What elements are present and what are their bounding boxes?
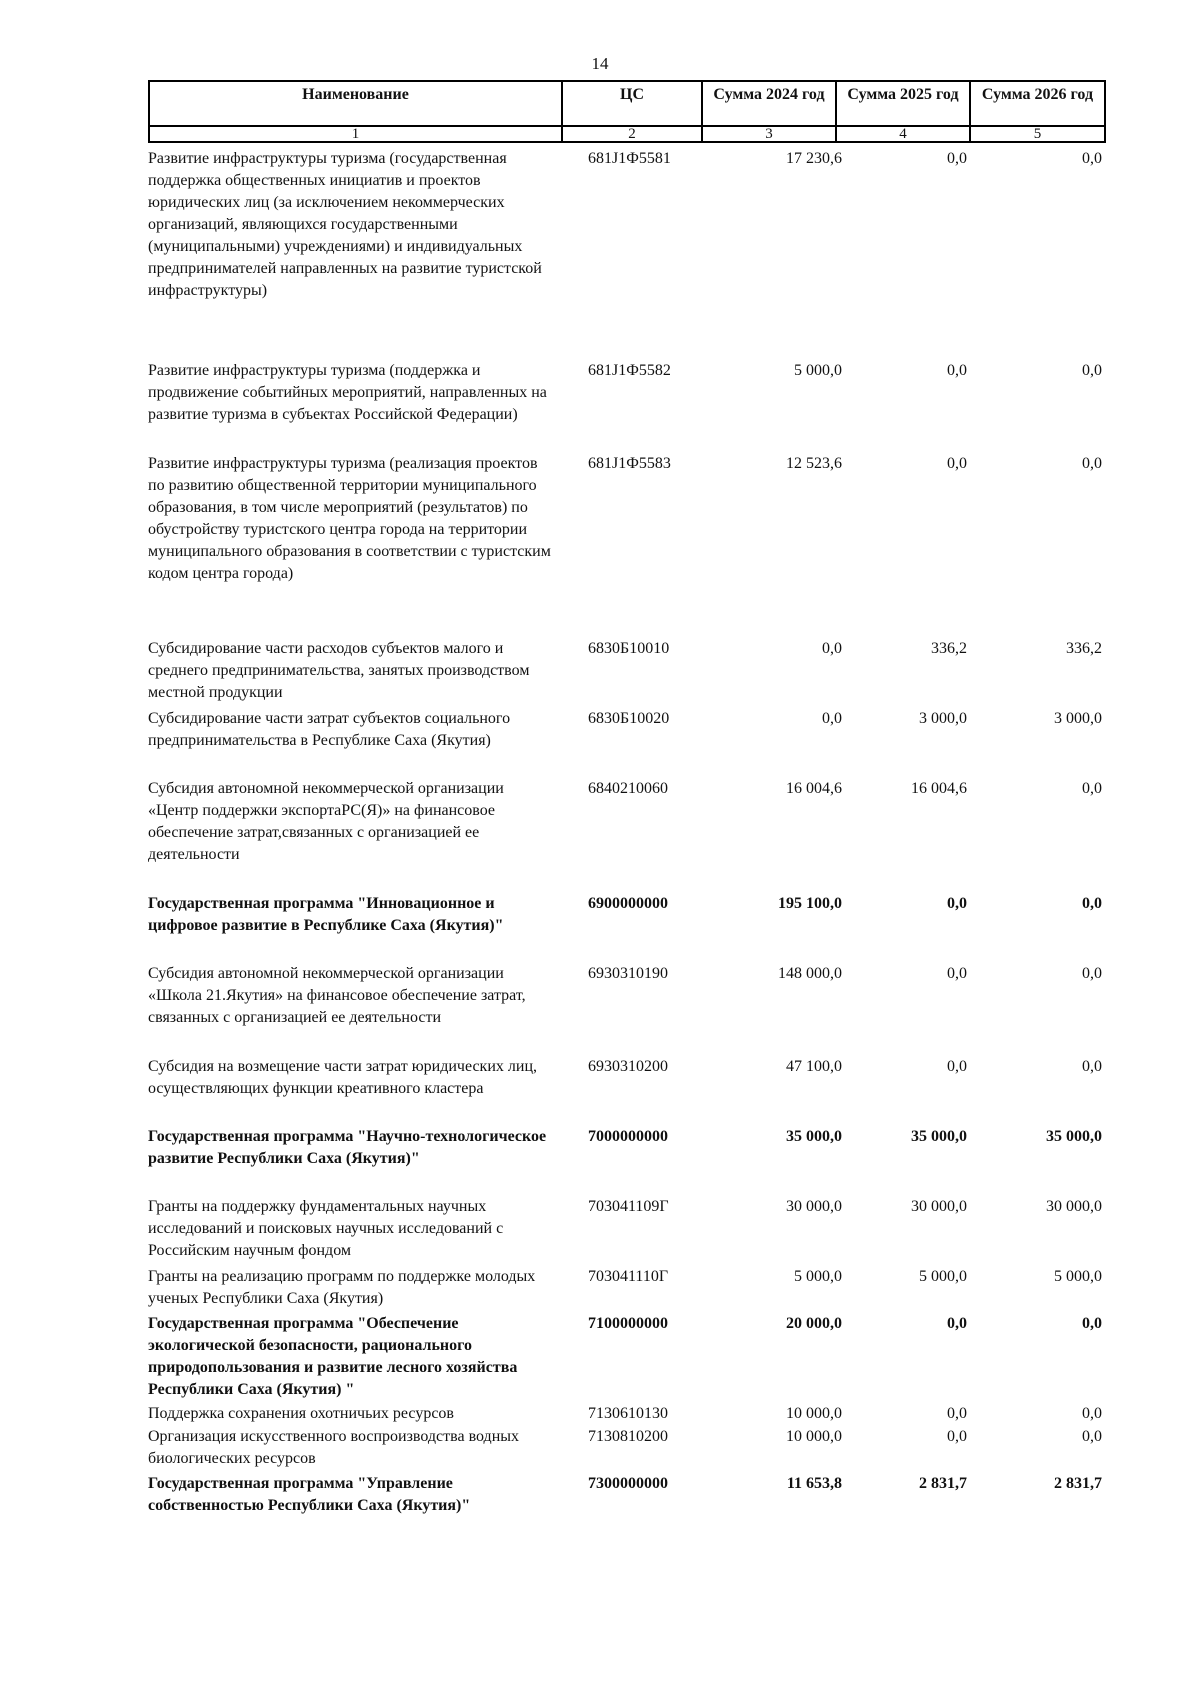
row-sum-2026: 35 000,0 <box>1046 1128 1102 1145</box>
row-sum-2025: 16 004,6 <box>911 780 967 797</box>
row-sum-2024: 12 523,6 <box>786 455 842 472</box>
header-cs: ЦС <box>562 81 702 126</box>
row-name: Субсидирование части затрат субъектов социального предпринимательства в Республике Саха (Якутия) <box>148 710 511 749</box>
row-sum-2025: 0,0 <box>947 150 967 167</box>
row-sum-2025: 2 831,7 <box>919 1475 967 1492</box>
row-sum-2026: 30 000,0 <box>1046 1198 1102 1215</box>
row-sum-2024: 47 100,0 <box>786 1058 842 1075</box>
row-sum-2024: 5 000,0 <box>794 362 842 379</box>
row-cs: 6830Б10020 <box>588 710 670 727</box>
row-sum-2026: 0,0 <box>1082 1428 1102 1445</box>
row-sum-2024: 0,0 <box>822 710 842 727</box>
row-sum-2026: 5 000,0 <box>1054 1268 1102 1285</box>
row-sum-2025: 3 000,0 <box>919 710 967 727</box>
row-name: Развитие инфраструктуры туризма (реализация проектов по развитию общественной территории муниципального образования, в том числе мероприятий (результатов) по обустройству туристского центра города на территории муниципального образования в соответствии с туристским кодом центра города) <box>148 455 551 582</box>
row-cs: 6930310190 <box>588 965 668 982</box>
row-cs: 7100000000 <box>588 1315 668 1332</box>
row-name: Государственная программа "Управление собственностью Республики Саха (Якутия)" <box>148 1475 471 1514</box>
row-sum-2025: 0,0 <box>947 1405 967 1422</box>
row-sum-2024: 11 653,8 <box>786 1475 842 1492</box>
row-cs: 681J1Ф5581 <box>588 150 671 167</box>
row-sum-2026: 336,2 <box>1066 640 1102 657</box>
header-num-3: 3 <box>702 126 836 142</box>
row-name: Субсидия автономной некоммерческой организации «Центр поддержки экспортаРС(Я)» на финансовое обеспечение затрат,связанных с организацией ее деятельности <box>148 780 504 863</box>
row-cs: 7130810200 <box>588 1428 668 1445</box>
row-sum-2026: 0,0 <box>1082 780 1102 797</box>
row-sum-2026: 0,0 <box>1082 1405 1102 1422</box>
row-name: Государственная программа "Обеспечение экологической безопасности, рационального природопользования и развитие лесного хозяйства Республики Саха (Якутия) " <box>148 1315 518 1398</box>
row-sum-2025: 30 000,0 <box>911 1198 967 1215</box>
row-sum-2025: 0,0 <box>947 1058 967 1075</box>
row-sum-2026: 0,0 <box>1082 455 1102 472</box>
row-name: Субсидия на возмещение части затрат юридических лиц, осуществляющих функции креативного кластера <box>148 1058 537 1097</box>
row-name: Развитие инфраструктуры туризма (поддержка и продвижение событийных мероприятий, направленных на развитие туризма в субъектах Российской Федерации) <box>148 362 547 423</box>
row-sum-2024: 148 000,0 <box>778 965 842 982</box>
row-sum-2025: 0,0 <box>947 1315 967 1332</box>
row-sum-2025: 35 000,0 <box>911 1128 967 1145</box>
header-2026: Сумма 2026 год <box>970 81 1105 126</box>
header-2025: Сумма 2025 год <box>836 81 970 126</box>
row-sum-2025: 0,0 <box>947 1428 967 1445</box>
row-name: Гранты на реализацию программ по поддержке молодых ученых Республики Саха (Якутия) <box>148 1268 536 1307</box>
header-num-4: 4 <box>836 126 970 142</box>
row-sum-2025: 0,0 <box>947 895 967 912</box>
row-sum-2026: 0,0 <box>1082 362 1102 379</box>
row-cs: 703041110Г <box>588 1268 669 1285</box>
row-cs: 6900000000 <box>588 895 668 912</box>
table-header <box>148 80 1106 143</box>
row-name: Гранты на поддержку фундаментальных научных исследований и поисковых научных исследований с Российским научным фондом <box>148 1198 504 1259</box>
row-sum-2026: 0,0 <box>1082 895 1102 912</box>
page-number: 14 <box>591 54 609 73</box>
row-cs: 703041109Г <box>588 1198 669 1215</box>
row-sum-2025: 5 000,0 <box>919 1268 967 1285</box>
header-num-1: 1 <box>149 126 562 142</box>
row-sum-2026: 2 831,7 <box>1054 1475 1102 1492</box>
row-sum-2025: 0,0 <box>947 362 967 379</box>
row-sum-2026: 0,0 <box>1082 1058 1102 1075</box>
row-sum-2024: 195 100,0 <box>778 895 842 912</box>
row-sum-2024: 20 000,0 <box>786 1315 842 1332</box>
row-cs: 7300000000 <box>588 1475 668 1492</box>
row-sum-2026: 0,0 <box>1082 965 1102 982</box>
row-name: Организация искусственного воспроизводства водных биологических ресурсов <box>148 1428 519 1467</box>
row-name: Субсидия автономной некоммерческой организации «Школа 21.Якутия» на финансовое обеспечение затрат, связанных с организацией ее деятельности <box>148 965 526 1026</box>
row-cs: 7130610130 <box>588 1405 668 1422</box>
header-num-5: 5 <box>970 126 1105 142</box>
header-num-2: 2 <box>562 126 702 142</box>
row-sum-2025: 0,0 <box>947 455 967 472</box>
row-sum-2024: 0,0 <box>822 640 842 657</box>
header-name: Наименование <box>149 81 562 126</box>
row-sum-2024: 10 000,0 <box>786 1405 842 1422</box>
row-sum-2024: 16 004,6 <box>786 780 842 797</box>
row-name: Поддержка сохранения охотничьих ресурсов <box>148 1405 454 1422</box>
row-cs: 681J1Ф5583 <box>588 455 671 472</box>
row-cs: 681J1Ф5582 <box>588 362 671 379</box>
row-sum-2024: 5 000,0 <box>794 1268 842 1285</box>
row-sum-2024: 17 230,6 <box>786 150 842 167</box>
row-name: Государственная программа "Инновационное и цифровое развитие в Республике Саха (Якутия)" <box>148 895 504 934</box>
row-sum-2026: 3 000,0 <box>1054 710 1102 727</box>
row-name: Государственная программа "Научно-технологическое развитие Республики Саха (Якутия)" <box>148 1128 547 1167</box>
row-sum-2024: 10 000,0 <box>786 1428 842 1445</box>
row-sum-2024: 35 000,0 <box>786 1128 842 1145</box>
row-cs: 6840210060 <box>588 780 668 797</box>
row-sum-2025: 0,0 <box>947 965 967 982</box>
row-name: Развитие инфраструктуры туризма (государственная поддержка общественных инициатив и проектов юридических лиц (за исключением некоммерческих организаций, являющихся государственными (муниципальными) учреждениями) и индивидуальных предпринимателей направленных на развитие туристской инфраструктуры) <box>148 150 542 299</box>
row-sum-2025: 336,2 <box>931 640 967 657</box>
row-name: Субсидирование части расходов субъектов малого и среднего предпринимательства, занятых производством местной продукции <box>148 640 530 701</box>
row-cs: 6830Б10010 <box>588 640 670 657</box>
row-sum-2026: 0,0 <box>1082 1315 1102 1332</box>
row-cs: 7000000000 <box>588 1128 668 1145</box>
row-sum-2026: 0,0 <box>1082 150 1102 167</box>
row-sum-2024: 30 000,0 <box>786 1198 842 1215</box>
header-2024: Сумма 2024 год <box>702 81 836 126</box>
row-cs: 6930310200 <box>588 1058 668 1075</box>
